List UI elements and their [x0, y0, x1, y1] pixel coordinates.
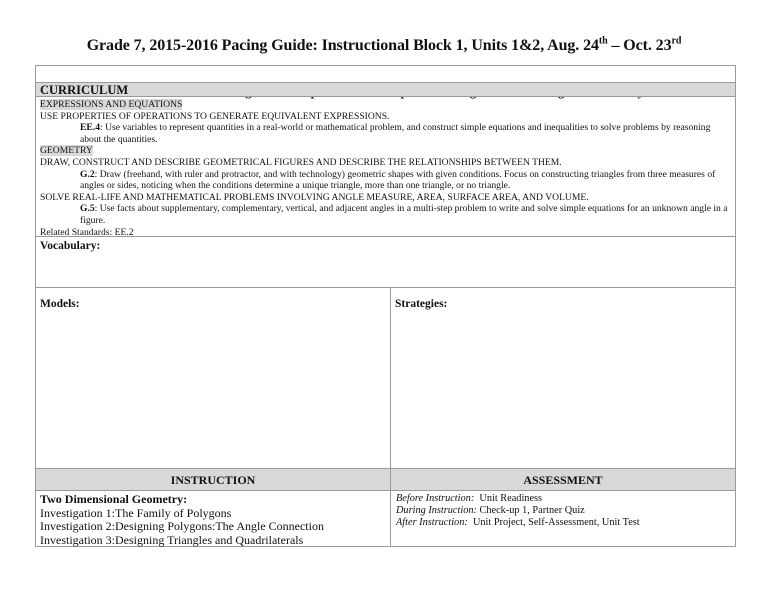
- pacing-guide-table: [35, 65, 736, 547]
- standard-code: G.2: [80, 168, 95, 180]
- strategies-label: Strategies:: [395, 298, 448, 310]
- title-superscript: rd: [671, 35, 682, 47]
- assessment-phase: After Instruction:: [396, 517, 468, 528]
- assessment-value: Unit Readiness: [474, 493, 543, 504]
- cluster-heading: USE PROPERTIES OF OPERATIONS TO GENERATE EQUIVALENT EXPRESSIONS.: [40, 110, 390, 122]
- title-superscript: th: [598, 35, 608, 47]
- standard-item: [40, 122, 731, 145]
- investigation-item: Investigation 2:Designing Polygons:The Angle Connection: [40, 519, 324, 533]
- assessment-phase: Before Instruction:: [396, 493, 475, 504]
- cluster-heading: SOLVE REAL-LIFE AND MATHEMATICAL PROBLEMS INVOLVING ANGLE MEASURE, AREA, SURFACE AREA, AND VOLUME.: [40, 191, 589, 203]
- unit-header-row: [36, 66, 735, 83]
- standard-code: EE.4: [80, 122, 100, 134]
- strategies-section: [391, 288, 735, 468]
- instruction-assessment-content: [36, 491, 735, 546]
- instruction-heading: INSTRUCTION: [36, 469, 391, 490]
- domain-heading: EXPRESSIONS AND EQUATIONS: [40, 99, 183, 110]
- models-strategies-row: [36, 288, 735, 469]
- assessment-item: [396, 517, 730, 529]
- page-title: [0, 37, 768, 55]
- cluster-heading: DRAW, CONSTRUCT AND DESCRIBE GEOMETRICAL FIGURES AND DESCRIBE THE RELATIONSHIPS BETWEEN THEM.: [40, 156, 562, 168]
- related-standards: Related Standards: EE.2: [40, 226, 134, 238]
- investigation-item: Investigation 1:The Family of Polygons: [40, 505, 232, 520]
- standard-text: : Draw (freehand, with ruler and protractor, and with technology) geometric shapes with given conditions. Focus on constructing triangles from three measures of angles or sides, noticing when the conditions determine a unique triangle, more than one triangle, or no triangle.: [80, 168, 716, 192]
- vocabulary-section: [36, 237, 735, 288]
- instruction-content: [36, 491, 391, 546]
- curriculum-content: [36, 97, 735, 237]
- curriculum-heading: CURRICULUM: [36, 83, 735, 97]
- instruction-topic: Two Dimensional Geometry:: [40, 492, 188, 506]
- standard-text: : Use facts about supplementary, complementary, vertical, and adjacent angles in a multi-step problem to write and solve simple equations for an unknown angle in a figure.: [80, 203, 728, 226]
- standard-item: [40, 203, 731, 226]
- investigation-item: Investigation 3:Designing Triangles and Quadrilaterals: [40, 532, 304, 547]
- models-section: [36, 288, 391, 468]
- assessment-item: [396, 493, 730, 505]
- standard-item: [40, 169, 731, 192]
- assessment-item: [396, 505, 730, 517]
- models-label: Models:: [40, 298, 80, 310]
- assessment-value: Check-up 1, Partner Quiz: [476, 505, 585, 516]
- assessment-phase: During Instruction:: [396, 505, 477, 516]
- instruction-assessment-header: [36, 469, 735, 491]
- assessment-content: [391, 491, 735, 546]
- standard-text: : Use variables to represent quantities in a real-world or mathematical problem, and construct simple equations and inequalities to solve problems by reasoning about the quantities.: [80, 122, 711, 145]
- assessment-value: Unit Project, Self-Assessment, Unit Test: [467, 517, 640, 528]
- standard-code: G.5: [80, 203, 95, 215]
- title-text: Grade 7, 2015-2016 Pacing Guide: Instructional Block 1, Units 1&2, Aug. 24: [86, 37, 599, 54]
- vocabulary-label: Vocabulary:: [40, 240, 101, 252]
- domain-heading: GEOMETRY: [40, 145, 93, 157]
- assessment-heading: ASSESSMENT: [523, 473, 603, 487]
- title-text-end: – Oct. 23: [607, 37, 672, 54]
